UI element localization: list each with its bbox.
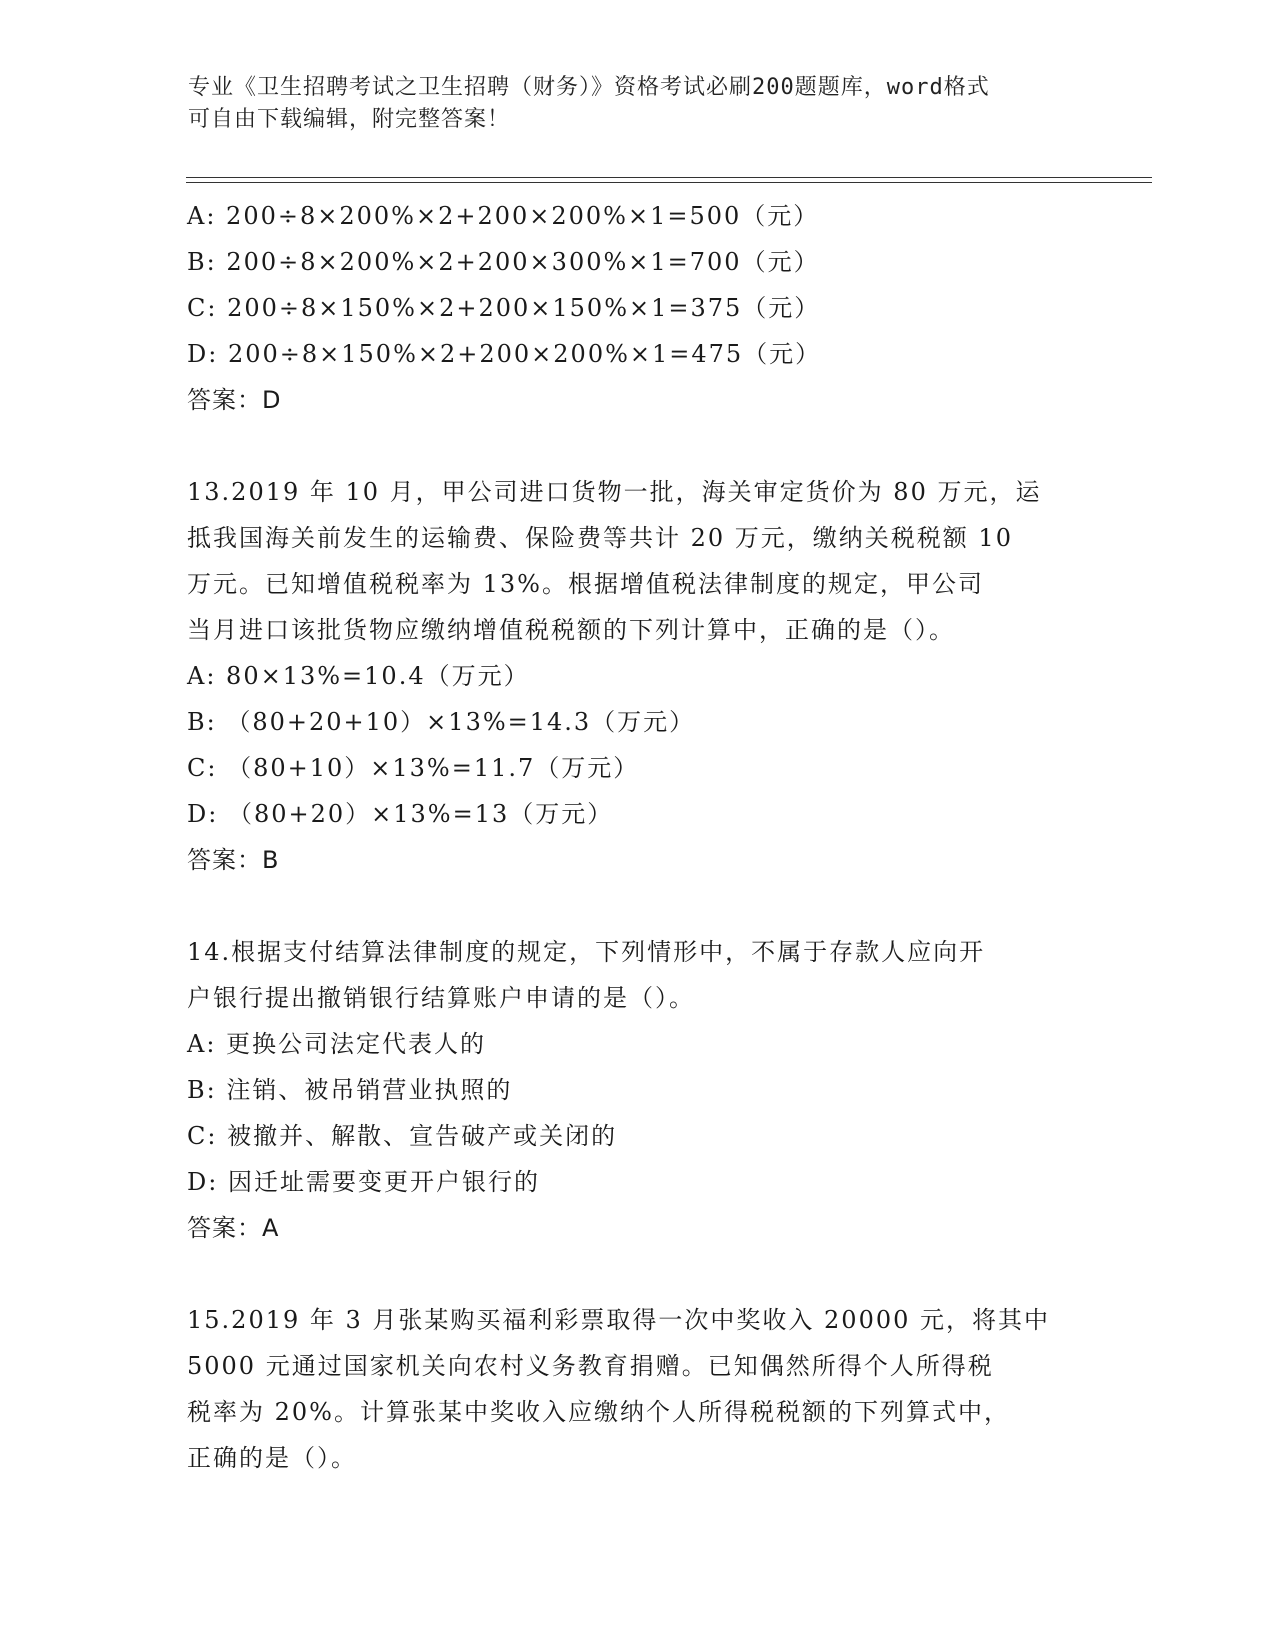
answer: 答案：D <box>187 386 282 414</box>
option-c: C: 200÷8×150%×2+200×150%×1=375（元） <box>187 294 821 322</box>
question-line: 14.根据支付结算法律制度的规定，下列情形中，不属于存款人应向开 <box>187 938 986 966</box>
question-line: 当月进口该批货物应缴纳增值税税额的下列计算中，正确的是（）。 <box>187 616 955 644</box>
option-c: C: （80+10）×13%=11.7（万元） <box>187 754 640 782</box>
header-divider-bottom <box>186 182 1152 183</box>
question-line: 抵我国海关前发生的运输费、保险费等共计 20 万元，缴纳关税税额 10 <box>187 524 1013 552</box>
question-line: 13.2019 年 10 月，甲公司进口货物一批，海关审定货价为 80 万元，运 <box>187 478 1042 506</box>
option-c: C: 被撤并、解散、宣告破产或关闭的 <box>187 1122 618 1150</box>
question-text <box>187 1297 1087 1481</box>
option-d: D: 因迁址需要变更开户银行的 <box>187 1168 540 1196</box>
question-line: 15.2019 年 3 月张某购买福利彩票取得一次中奖收入 20000 元，将其中 <box>187 1306 1051 1334</box>
option-a: A: 80×13%=10.4（万元） <box>187 662 530 690</box>
question-line: 正确的是（）。 <box>187 1444 357 1472</box>
question-line: 万元。已知增值税税率为 13%。根据增值税法律制度的规定，甲公司 <box>187 570 984 598</box>
option-d: D: （80+20）×13%=13（万元） <box>187 800 614 828</box>
question-15 <box>187 1297 1087 1481</box>
header-line-2: 可自由下载编辑，附完整答案！ <box>188 107 511 132</box>
option-d: D: 200÷8×150%×2+200×200%×1=475（元） <box>187 340 822 368</box>
header-line-1: 专业《卫生招聘考试之卫生招聘（财务）》资格考试必刷200题题库，word格式 <box>188 75 990 100</box>
question-text <box>187 469 1087 653</box>
question-14 <box>187 929 1087 1251</box>
document-header <box>188 72 1068 136</box>
question-line: 税率为 20%。计算张某中奖收入应缴纳个人所得税税额的下列算式中， <box>187 1398 1010 1426</box>
answer: 答案：A <box>187 1214 280 1242</box>
question-line: 户银行提出撤销银行结算账户申请的是（）。 <box>187 984 695 1012</box>
option-b: B: 200÷8×200%×2+200×300%×1=700（元） <box>187 248 820 276</box>
document-body <box>187 193 1087 1527</box>
question-text <box>187 929 1087 1021</box>
header-divider-top <box>186 177 1152 178</box>
question-12 <box>187 193 1087 423</box>
option-a: A: 更换公司法定代表人的 <box>187 1030 487 1058</box>
option-b: B: 注销、被吊销营业执照的 <box>187 1076 513 1104</box>
question-line: 5000 元通过国家机关向农村义务教育捐赠。已知偶然所得个人所得税 <box>187 1352 994 1380</box>
option-a: A: 200÷8×200%×2+200×200%×1=500（元） <box>187 202 820 230</box>
answer: 答案：B <box>187 846 280 874</box>
question-13 <box>187 469 1087 883</box>
option-b: B: （80+20+10）×13%=14.3（万元） <box>187 708 696 736</box>
